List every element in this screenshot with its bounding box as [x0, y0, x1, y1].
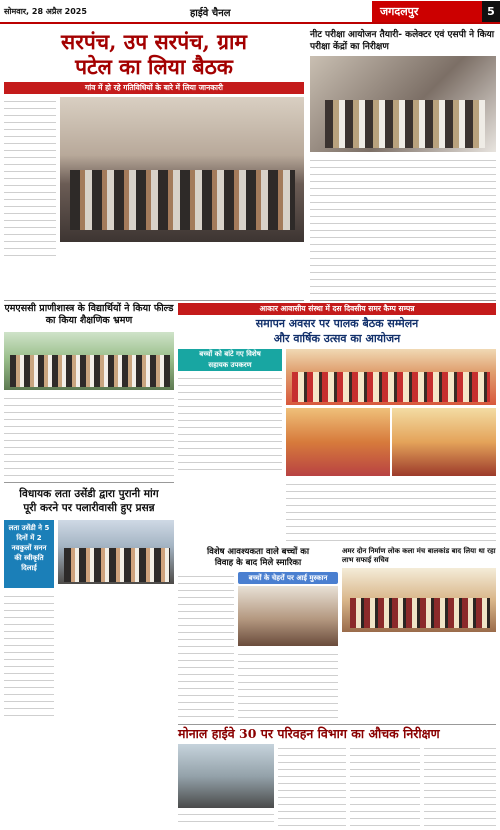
story5-headline-line1: विधायक लता उसेंडी द्वारा पुरानी मांग: [19, 488, 159, 500]
footer-top-rule: [178, 724, 496, 725]
story8-text: [342, 636, 496, 722]
page-number: 5: [482, 1, 500, 22]
story5-photo-figures: [64, 548, 170, 582]
story3-text: [4, 394, 174, 479]
story4-photo-right: [392, 408, 496, 476]
story2-headline: नीट परीक्षा आयोजन तैयारी- कलेक्टर एवं एसपी ने किया परीक्षा केंद्रों का निरीक्षण: [310, 30, 495, 52]
footer-text-under-photo: [178, 810, 274, 826]
bottom-left-text: [4, 726, 174, 826]
story4-kicker: आकार आवासीय संस्था में दस दिवसीय समर कैम्प सम्पन्न: [178, 303, 496, 315]
masthead: [0, 0, 500, 24]
story7-photo: [238, 586, 338, 646]
footer-text-col2: [350, 744, 420, 826]
story1-headline-line1: सरपंच, उप सरपंच, ग्राम: [61, 29, 247, 54]
story5-text-col1: [4, 592, 54, 722]
story3-photo-group: [10, 355, 170, 387]
story5-text-col2: [58, 588, 174, 722]
story1-subhead: गांव में हो रहे गतिविधियों के बारे में लिया जानकारी: [4, 82, 304, 94]
story1-photo-main-figures: [70, 170, 295, 230]
story4-sidebar-title-l1: बच्चों को बांटे गए विशेष: [178, 349, 282, 360]
issue-date: सोमवार, 28 अप्रैल 2025: [4, 7, 87, 16]
story7-headline: बच्चों के चेहरों पर आई मुस्कान: [238, 572, 338, 584]
story4-photo-left: [286, 408, 390, 476]
footer-headline: मोनाल हाईवे 30 पर परिवहन विभाग का औचक निरीक्षण: [178, 726, 440, 741]
story4-headline-line2: और वार्षिक उत्सव का आयोजन: [178, 331, 496, 346]
story6-headline-line1: विशेष आवश्यकता वाले बच्चों का: [206, 547, 310, 557]
story4-headline-line1: समापन अवसर पर पालक बैठक सम्मेलन: [178, 316, 496, 331]
city-tab: जगदलपुर: [372, 1, 482, 22]
story2-photo-figures: [325, 100, 485, 148]
story2-bottom-rule: [310, 300, 496, 301]
story3-headline: एमएससी प्राणीशास्त्र के विद्यार्थियों ने किया फील्ड का किया शैक्षणिक भ्रमण: [4, 303, 174, 326]
story3-bottom-rule: [4, 482, 174, 483]
story1-text-row: [60, 246, 304, 298]
story1-headline-line2: पटेल का लिया बैठक: [75, 54, 233, 79]
paper-name: हाईवे चैनल: [190, 8, 231, 19]
footer-text-col3: [424, 744, 496, 826]
story6-text: [178, 572, 234, 722]
story8-headline: अमर दोन निर्माण लोक कला मंच बालकांड बाद लिया था रहा लाभ सफाई सचिव: [342, 547, 496, 564]
footer-photo: [178, 744, 274, 808]
story5-sidebar: लता उसेंडी ने 5 दिनों में 2 नवकुलों सनन की स्वीकृति दिलाई: [4, 520, 54, 588]
story6-headline-line2: विवाह के बाद मिले स्मारिका: [214, 558, 302, 568]
story5-headline-line2: पूरी करने पर पलारीवासी हुए प्रसन्न: [23, 502, 155, 514]
story8-photo-figures: [350, 598, 490, 628]
story4-photo-top-figures: [292, 372, 490, 402]
story4-sidebar-title-l2: सहायक उपकरण: [178, 360, 282, 371]
story1-text-col1: [4, 97, 56, 262]
story2-text: [310, 156, 496, 296]
story7-text: [238, 650, 338, 722]
story4-sidebar-text: [178, 374, 282, 476]
story4-text: [286, 480, 496, 542]
footer-text-col1: [278, 744, 346, 826]
story1-bottom-rule: [4, 300, 304, 301]
